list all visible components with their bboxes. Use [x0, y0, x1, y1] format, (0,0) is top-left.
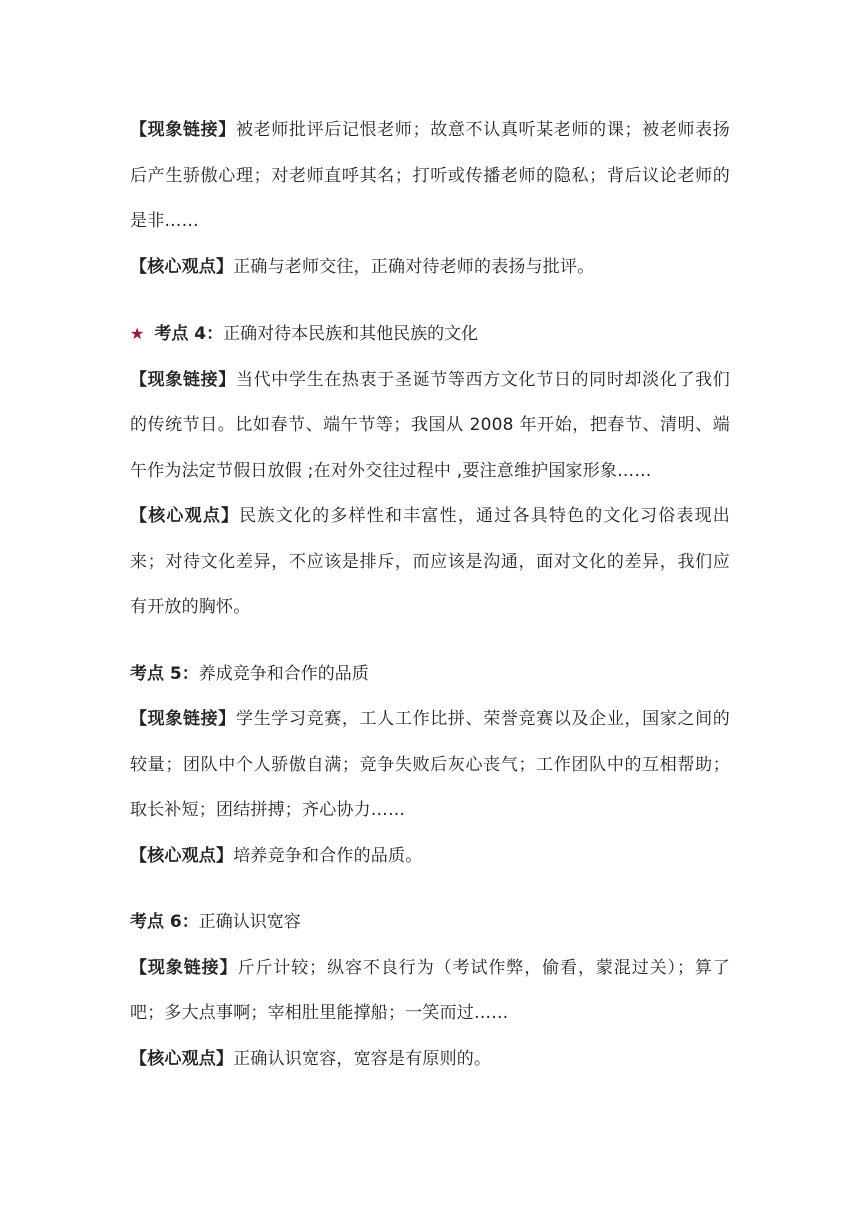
- document-body: [130, 108, 730, 1082]
- core-paragraph: [130, 245, 730, 291]
- core-text: 正确与老师交往，正确对待老师的表扬与批评。: [233, 256, 595, 277]
- phenomenon-paragraph: [130, 946, 730, 1037]
- point-6-heading: [130, 900, 730, 946]
- core-label: 【核心观点】: [130, 256, 234, 277]
- core-paragraph: [130, 834, 730, 880]
- core-label: 【核心观点】: [130, 506, 240, 526]
- phenomenon-text: 被老师批评后记恨老师；故意不认真听某老师的课；被老师表扬后产生骄傲心理；对老师直呼其名；打听或传播老师的隐私；背后议论老师的是非……: [130, 120, 730, 231]
- point-4-label: 考点 4：: [154, 324, 224, 344]
- phenomenon-label: 【现象链接】: [130, 957, 238, 978]
- core-label: 【核心观点】: [130, 845, 234, 866]
- phenomenon-label: 【现象链接】: [130, 709, 236, 729]
- phenomenon-label: 【现象链接】: [130, 369, 236, 390]
- core-text: 民族文化的多样性和丰富性，通过各具特色的文化习俗表现出来；对待文化差异，不应该是排斥，而应该是沟通，面对文化的差异，我们应有开放的胸怀。: [130, 506, 730, 617]
- section-gap: [130, 631, 730, 652]
- core-paragraph: [130, 494, 730, 631]
- point-4-title: 正确对待本民族和其他民族的文化: [223, 324, 479, 344]
- core-text: 正确认识宽容，宽容是有原则的。: [233, 1048, 492, 1069]
- star-icon: ★: [130, 324, 145, 343]
- point-6-label: 考点 6：: [130, 912, 199, 932]
- phenomenon-paragraph: [130, 108, 730, 245]
- phenomenon-paragraph: [130, 697, 730, 834]
- phenomenon-text: 学生学习竞赛，工人工作比拼、荣誉竞赛以及企业，国家之间的较量；团队中个人骄傲自满；竞争失败后灰心丧气；工作团队中的互相帮助；取长补短；团结拼搏；齐心协力……: [130, 709, 730, 820]
- phenomenon-text: 斤斤计较；纵容不良行为（考试作弊，偷看，蒙混过关）；算了吧；多大点事啊；宰相肚里能撑船；一笑而过……: [130, 957, 730, 1023]
- phenomenon-label: 【现象链接】: [130, 120, 236, 140]
- core-label: 【核心观点】: [130, 1048, 234, 1069]
- section-gap: [130, 290, 730, 311]
- section-gap: [130, 879, 730, 900]
- point-5-label: 考点 5：: [130, 663, 199, 684]
- point-5-title: 养成竞争和合作的品质: [198, 663, 369, 684]
- point-5-heading: [130, 652, 730, 698]
- phenomenon-text: 当代中学生在热衷于圣诞节等西方文化节日的同时却淡化了我们的传统节日。比如春节、端午节等；我国从 2008 年开始，把春节、清明、端午作为法定节假日放假 ;在对外交往过程中 ,要注意维护国家形象……: [130, 369, 730, 481]
- core-paragraph: [130, 1037, 730, 1083]
- point-6-title: 正确认识宽容: [198, 912, 301, 932]
- phenomenon-paragraph: [130, 358, 730, 495]
- point-4-heading: [130, 311, 730, 358]
- core-text: 培养竞争和合作的品质。: [233, 845, 423, 866]
